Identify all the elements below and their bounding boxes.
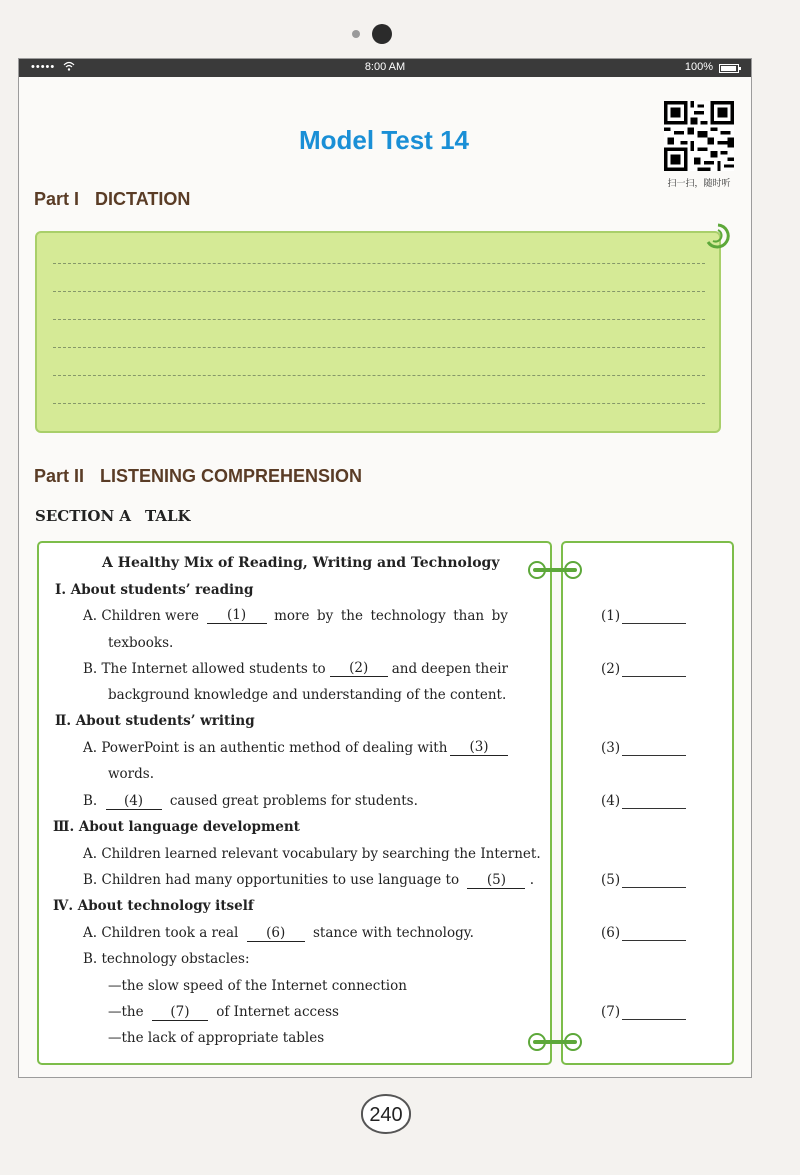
item-1b bbox=[83, 661, 508, 677]
item-text: technology bbox=[370, 608, 446, 624]
item-4a bbox=[83, 925, 474, 942]
answer-line[interactable] bbox=[622, 663, 686, 677]
item-4b-1: —the slow speed of the Internet connection bbox=[108, 978, 407, 994]
item-text: caused great problems for students. bbox=[169, 793, 418, 809]
battery-percent: 100% bbox=[684, 61, 713, 73]
item-2a bbox=[83, 740, 508, 756]
answer-label: (4) bbox=[601, 793, 621, 809]
answer-7[interactable] bbox=[601, 1004, 686, 1020]
status-time: 8:00 AM bbox=[364, 61, 406, 73]
blank-7[interactable]: (7) bbox=[152, 1005, 208, 1021]
page-dot-active[interactable] bbox=[372, 24, 392, 44]
blank-3[interactable]: (3) bbox=[450, 740, 508, 756]
item-text: their bbox=[475, 661, 508, 677]
answer-label: (3) bbox=[601, 740, 621, 756]
section-2-heading: Ⅱ. About students’ writing bbox=[55, 713, 255, 729]
item-1b-cont: background knowledge and understanding of the content. bbox=[108, 687, 507, 703]
section-4-heading: Ⅳ. About technology itself bbox=[53, 898, 254, 914]
part1-heading bbox=[34, 189, 190, 210]
answer-line[interactable] bbox=[622, 1006, 686, 1020]
answer-line[interactable] bbox=[622, 742, 686, 756]
answer-label: (1) bbox=[601, 608, 621, 624]
item-text: B. Children had many opportunities to use language to bbox=[83, 872, 460, 888]
item-4b-3: —the lack of appropriate tables bbox=[108, 1030, 325, 1046]
dictation-line bbox=[53, 319, 705, 320]
answer-label: (2) bbox=[601, 661, 621, 677]
dictation-line bbox=[53, 403, 705, 404]
item-text: the bbox=[340, 608, 363, 624]
answer-label: (5) bbox=[601, 872, 621, 888]
part2-name: LISTENING COMPREHENSION bbox=[100, 466, 363, 486]
item-text: A. Children took a real bbox=[83, 925, 239, 941]
answer-6[interactable] bbox=[601, 925, 686, 941]
item-text: A. PowerPoint is an authentic method of dealing with bbox=[83, 740, 448, 756]
item-text: by bbox=[491, 608, 508, 624]
page-number: 240 bbox=[361, 1094, 411, 1134]
item-text: . bbox=[529, 872, 535, 888]
item-text: more bbox=[274, 608, 310, 624]
battery-icon bbox=[719, 64, 739, 73]
blank-4[interactable]: (4) bbox=[106, 794, 162, 810]
item-4b: B. technology obstacles: bbox=[83, 951, 250, 967]
item-1a-cont: texbooks. bbox=[108, 635, 174, 651]
passage-title: A Healthy Mix of Reading, Writing and Technology bbox=[102, 555, 500, 571]
blank-1[interactable]: (1) bbox=[207, 608, 267, 624]
qr-code-icon[interactable] bbox=[664, 101, 734, 171]
item-3a: A. Children learned relevant vocabulary by searching the Internet. bbox=[83, 846, 541, 862]
part1-name: DICTATION bbox=[95, 189, 191, 209]
tablet-screen bbox=[18, 58, 752, 1078]
page-dot-inactive[interactable] bbox=[352, 30, 360, 38]
item-text: than bbox=[453, 608, 485, 624]
item-text: B. bbox=[83, 793, 98, 809]
part2-heading bbox=[34, 466, 362, 487]
item-text: stance with technology. bbox=[312, 925, 474, 941]
part1-number: Part I bbox=[34, 189, 80, 209]
item-3b bbox=[83, 872, 534, 889]
answer-label: (7) bbox=[601, 1004, 621, 1020]
binder-ring-icon bbox=[527, 1031, 583, 1053]
item-4b-2 bbox=[108, 1004, 339, 1021]
answer-line[interactable] bbox=[622, 874, 686, 888]
dictation-line bbox=[53, 347, 705, 348]
section-name: TALK bbox=[145, 507, 191, 525]
answer-line[interactable] bbox=[622, 610, 686, 624]
answer-4[interactable] bbox=[601, 793, 686, 809]
item-text: —the bbox=[108, 1004, 144, 1020]
item-text: A. Children were bbox=[83, 608, 200, 624]
part2-number: Part II bbox=[34, 466, 85, 486]
dictation-box[interactable] bbox=[35, 231, 721, 433]
answer-line[interactable] bbox=[622, 795, 686, 809]
section-1-heading: Ⅰ. About students’ reading bbox=[55, 582, 254, 598]
dictation-line bbox=[53, 263, 705, 264]
binder-ring-icon bbox=[527, 559, 583, 581]
binder-ring-icon bbox=[703, 222, 733, 252]
section-label: SECTION A bbox=[35, 507, 132, 525]
answer-label: (6) bbox=[601, 925, 621, 941]
signal-icon: ••••• bbox=[31, 61, 56, 73]
item-1a bbox=[83, 608, 508, 624]
qr-caption: 扫一扫，随时听 bbox=[667, 179, 731, 189]
section-3-heading: Ⅲ. About language development bbox=[53, 819, 300, 835]
item-text: by bbox=[317, 608, 334, 624]
item-text: deepen bbox=[421, 661, 472, 677]
item-text: B. The Internet allowed students to bbox=[83, 661, 326, 677]
status-bar bbox=[19, 59, 751, 77]
page-indicator[interactable] bbox=[348, 22, 398, 46]
blank-5[interactable]: (5) bbox=[467, 873, 525, 889]
item-text: of Internet access bbox=[216, 1004, 339, 1020]
dictation-line bbox=[53, 375, 705, 376]
item-2b bbox=[83, 793, 418, 810]
dictation-line bbox=[53, 291, 705, 292]
answer-3[interactable] bbox=[601, 740, 686, 756]
answer-1[interactable] bbox=[601, 608, 686, 624]
answer-2[interactable] bbox=[601, 661, 686, 677]
blank-2[interactable]: (2) bbox=[330, 661, 388, 677]
answer-5[interactable] bbox=[601, 872, 686, 888]
answer-line[interactable] bbox=[622, 927, 686, 941]
item-text: and bbox=[391, 661, 418, 677]
page-title: Model Test 14 bbox=[298, 125, 469, 155]
section-heading bbox=[35, 507, 191, 525]
blank-6[interactable]: (6) bbox=[247, 926, 305, 942]
item-2a-cont: words. bbox=[108, 766, 154, 782]
